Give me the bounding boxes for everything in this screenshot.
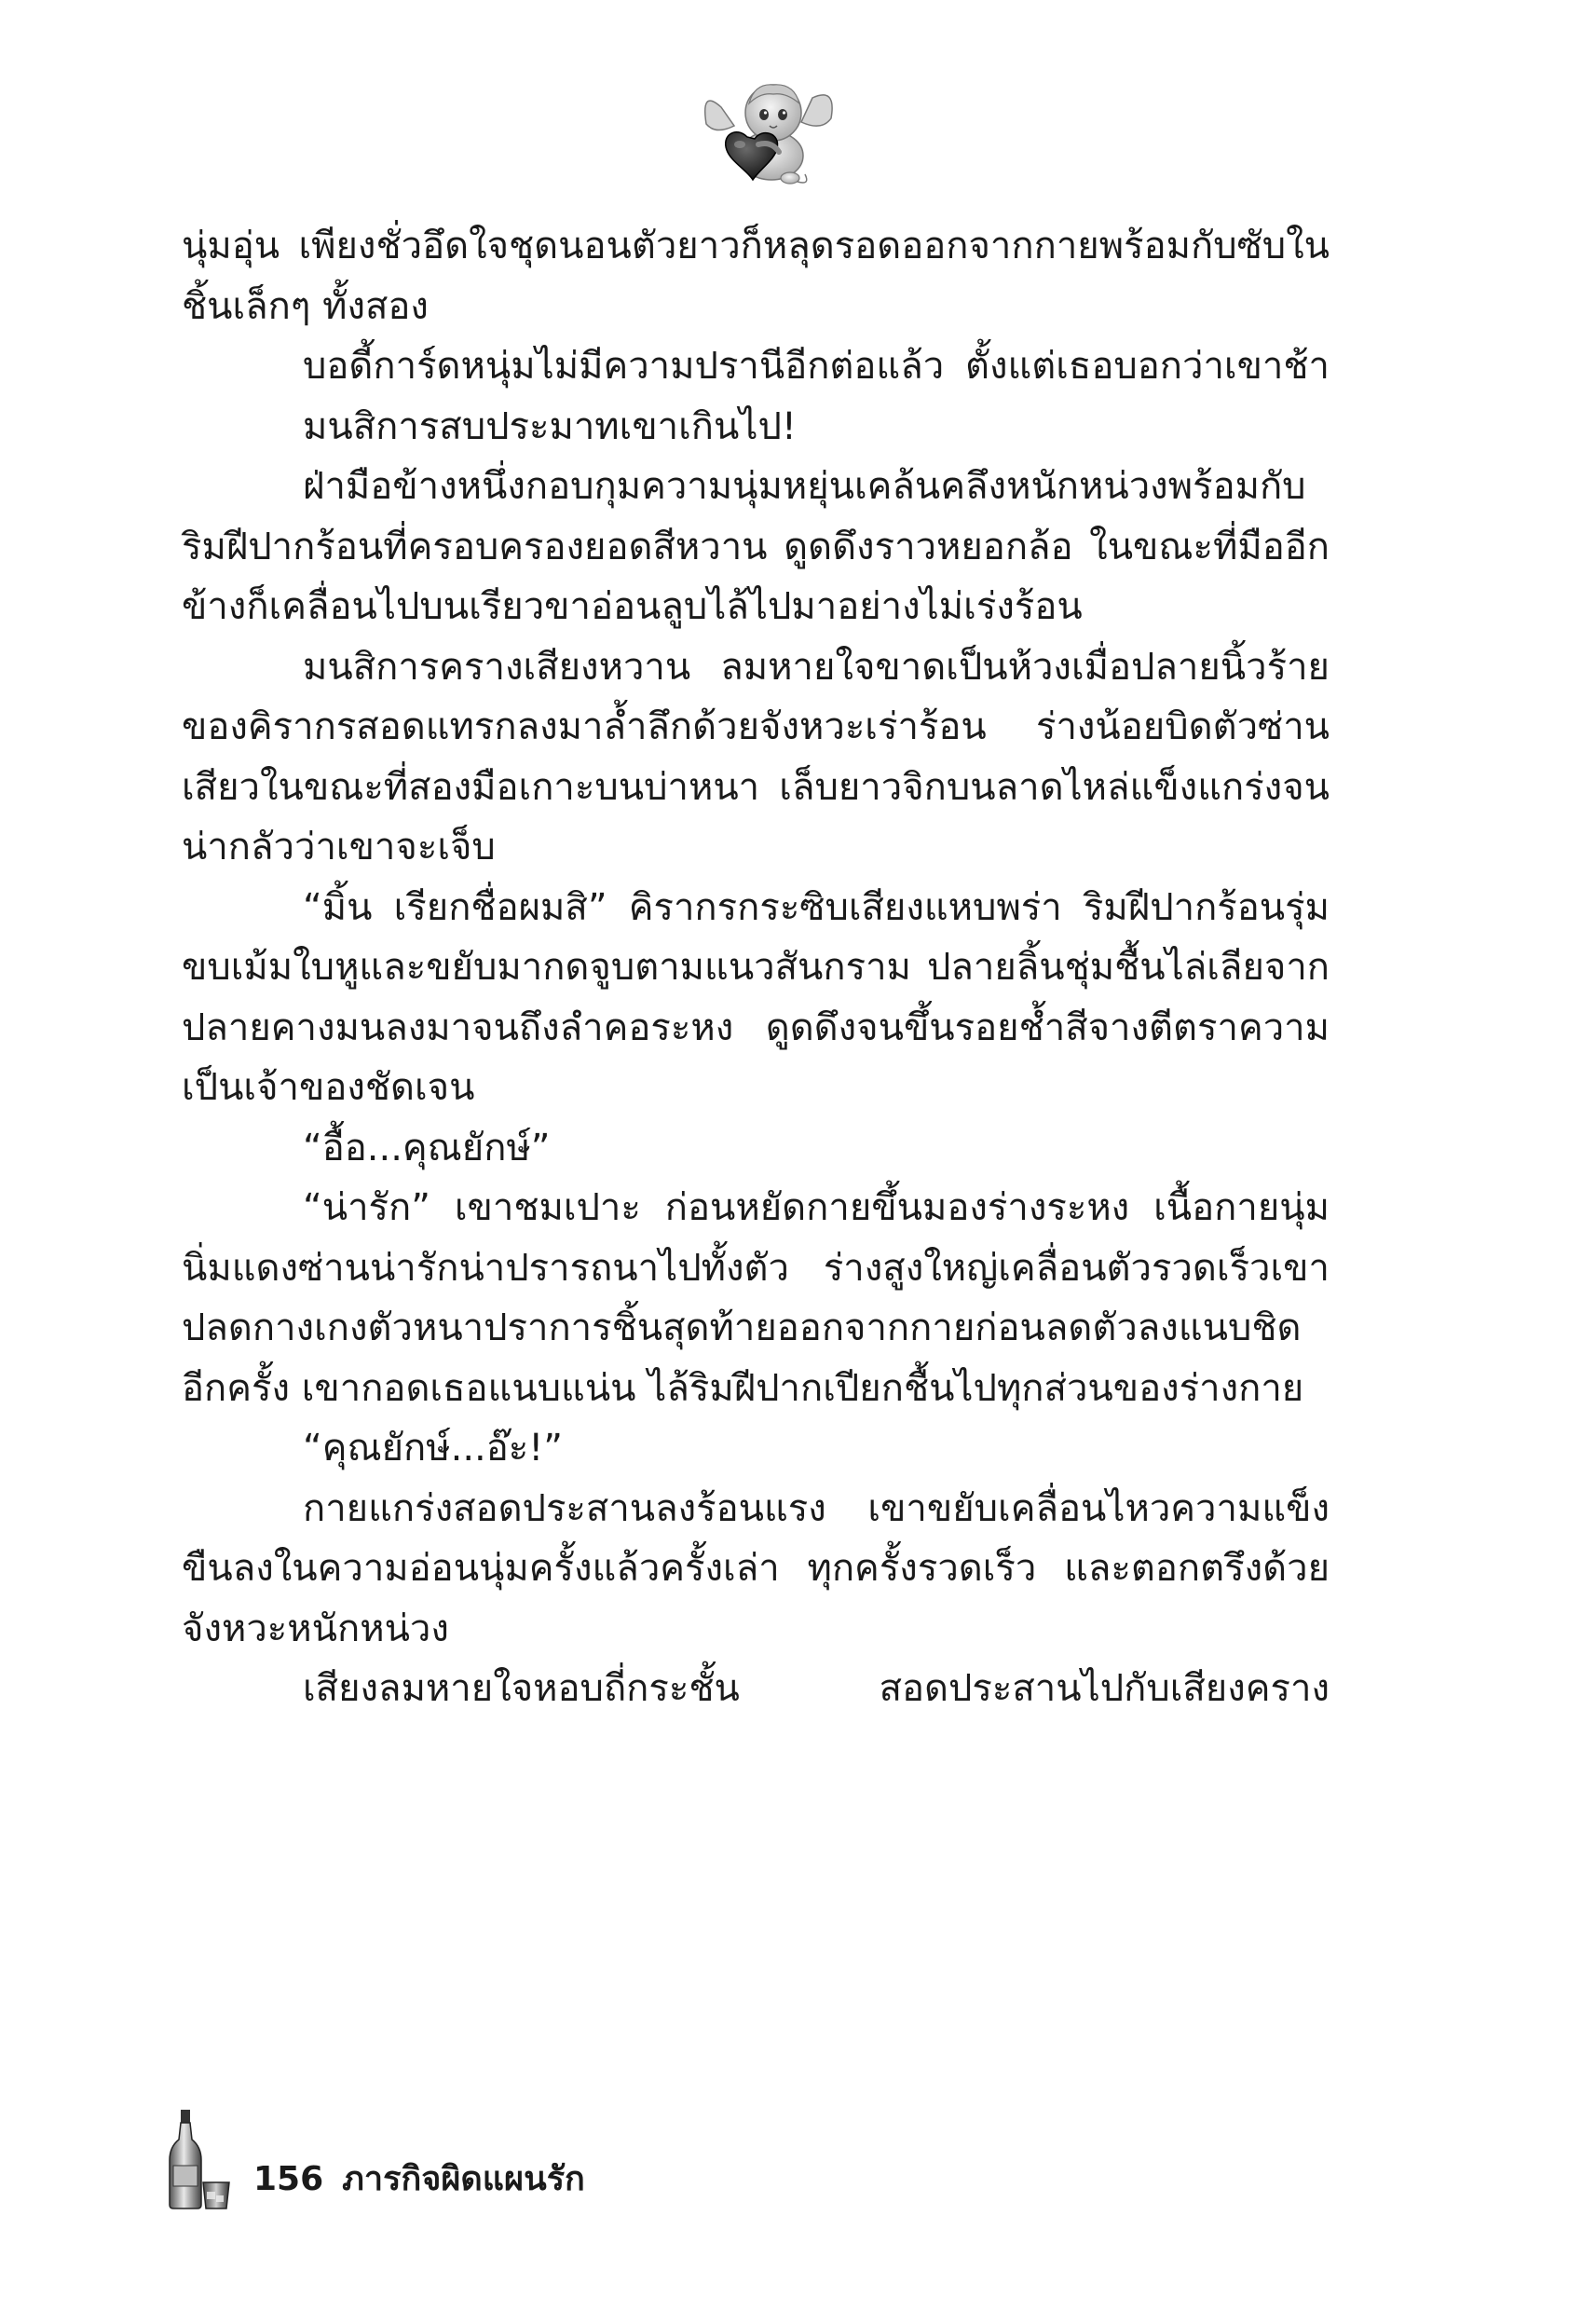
paragraph: “น่ารัก” เขาชมเปาะ ก่อนหยัดกายขึ้นมองร่างระหง เนื้อกายนุ่มนิ่มแดงซ่านน่ารักน่าปรารถนาไปทั้งตัว ร่างสูงใหญ่เคลื่อนตัวรวดเร็วเขาปลดกางเกงตัวหนาปราการชิ้นสุดท้ายออกจากกายก่อนลดตัวลงแนบชิดอีกครั้ง เขากอดเธอแนบแน่น ไล้ริมฝีปากเปียกชื้นไปทุกส่วนของร่างกาย [182,1186,1330,1410]
page-body [182,216,1330,1719]
footer-label [253,2159,585,2200]
page-footer [168,2108,820,2210]
paragraph: นุ่มอุ่น เพียงชั่วอึดใจชุดนอนตัวยาวก็หลุดรอดออกจากกายพร้อมกับซับในชิ้นเล็กๆ ทั้งสอง [182,225,1330,328]
paragraph: ฝ่ามือข้างหนึ่งกอบกุมความนุ่มหยุ่นเคล้นคลึงหนักหน่วงพร้อมกับริมฝีปากร้อนที่ครอบครองยอดสีหวาน ดูดดึงราวหยอกล้อ ในขณะที่มืออีกข้างก็เคลื่อนไปบนเรียวขาอ่อนลูบไล้ไปมาอย่างไม่เร่งร้อน [182,465,1330,628]
paragraph: มนสิการสบประมาทเขาเกินไป! [303,404,797,448]
cupid-with-heart-icon [693,70,842,191]
paragraph: “คุณยักษ์...อ๊ะ!” [303,1427,564,1470]
paragraph: มนสิการครางเสียงหวาน ลมหายใจขาดเป็นห้วงเมื่อปลายนิ้วร้ายของคิรากรสอดแทรกลงมาล้ำลึกด้วยจังหวะเร่าร้อน ร่างน้อยบิดตัวซ่านเสียวในขณะที่สองมือเกาะบนบ่าหนา เล็บยาวจิกบนลาดไหล่แข็งแกร่งจนน่ากลัวว่าเขาจะเจ็บ [182,645,1330,868]
paragraph: “อื้อ...คุณยักษ์” [303,1126,551,1169]
paragraph: “มิ้น เรียกชื่อผมสิ” คิรากรกระซิบเสียงแหบพร่า ริมฝีปากร้อนรุ่มขบเม้มใบหูและขยับมากดจูบตามแนวสันกราม ปลายลิ้นชุ่มชื้นไล่เลียจากปลายคางมนลงมาจนถึงลำคอระหง ดูดดึงจนขึ้นรอยช้ำสีจางตีตราความเป็นเจ้าของชัดเจน [182,885,1330,1109]
book-title: ภารกิจผิดแผนรัก [342,2160,585,2198]
paragraph: เสียงลมหายใจหอบถี่กระชั้น สอดประสานไปกับเสียงคราง [303,1667,1330,1710]
paragraph: บอดี้การ์ดหนุ่มไม่มีความปรานีอีกต่อแล้ว ตั้งแต่เธอบอกว่าเขาช้า [303,345,1330,388]
page-number: 156 [253,2160,324,2198]
bottle-and-glass-icon [168,2108,233,2210]
paragraph: กายแกร่งสอดประสานลงร้อนแรง เขาขยับเคลื่อนไหวความแข็งขืนลงในความอ่อนนุ่มครั้งแล้วครั้งเล่า ทุกครั้งรวดเร็ว และตอกตรึงด้วยจังหวะหนักหน่วง [182,1486,1330,1650]
